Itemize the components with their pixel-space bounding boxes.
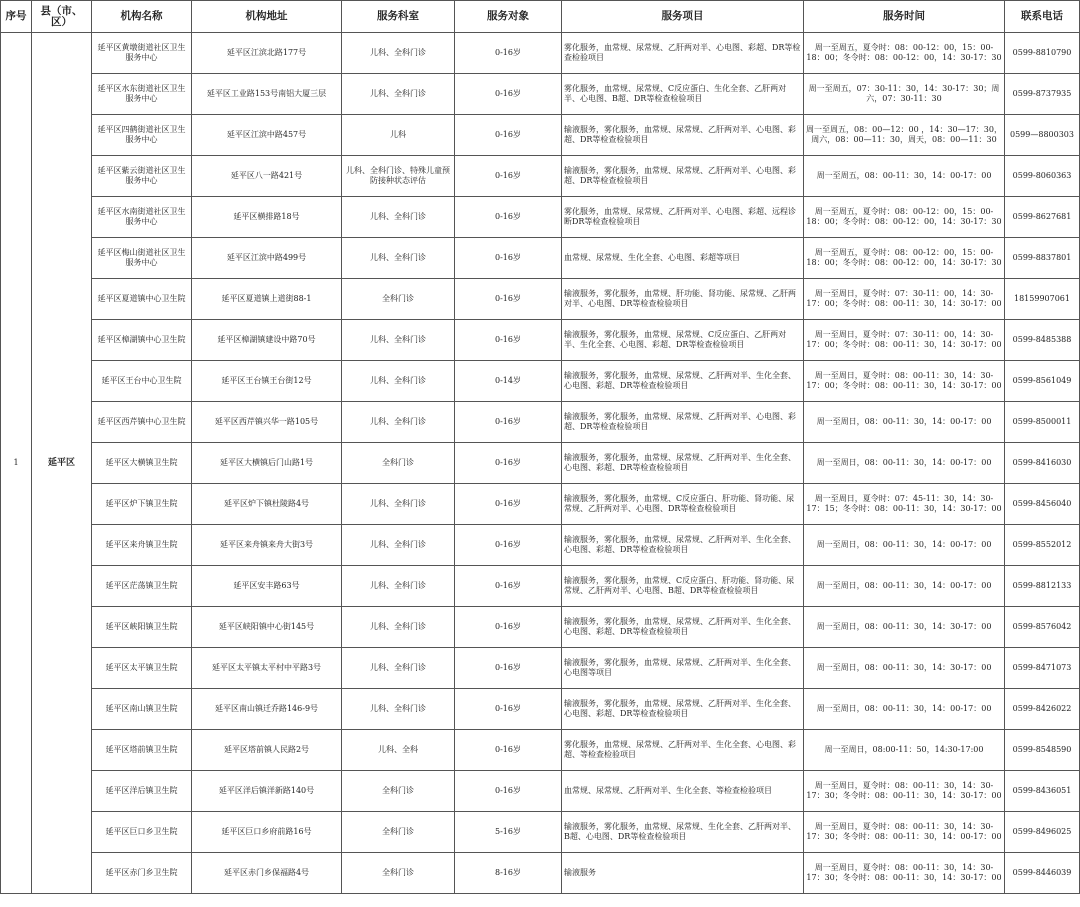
cell-name: 延平区紫云街道社区卫生服务中心 bbox=[92, 156, 192, 197]
cell-hours: 周一至周五，08：00-11：30，14：00-17：00 bbox=[804, 156, 1005, 197]
cell-target: 0-16岁 bbox=[455, 115, 562, 156]
cell-address: 延平区夏道镇上道街88-1 bbox=[192, 279, 342, 320]
cell-phone: 0599-8446039 bbox=[1005, 853, 1080, 894]
cell-items: 输液服务，雾化服务，血常规、尿常规、乙肝两对半、心电图、彩超、DR等检查检验项目 bbox=[562, 115, 804, 156]
table-row bbox=[1, 771, 1080, 812]
cell-address: 延平区江滨中路457号 bbox=[192, 115, 342, 156]
cell-department: 儿科、全科 bbox=[342, 730, 455, 771]
cell-address: 延平区西芹镇兴华一路105号 bbox=[192, 402, 342, 443]
table-row bbox=[1, 33, 1080, 74]
cell-department: 儿科、全科门诊 bbox=[342, 197, 455, 238]
cell-department: 儿科、全科门诊 bbox=[342, 484, 455, 525]
cell-department: 儿科、全科门诊 bbox=[342, 361, 455, 402]
cell-target: 0-16岁 bbox=[455, 279, 562, 320]
cell-name: 延平区夏道镇中心卫生院 bbox=[92, 279, 192, 320]
header-hours: 服务时间 bbox=[804, 1, 1005, 33]
cell-target: 0-16岁 bbox=[455, 33, 562, 74]
cell-name: 延平区巨口乡卫生院 bbox=[92, 812, 192, 853]
cell-department: 儿科、全科门诊 bbox=[342, 238, 455, 279]
cell-items: 输液服务，雾化服务，血常规、C反应蛋白、肝功能、肾功能、尿常规、乙肝两对半、心电图、DR等检查检验项目 bbox=[562, 484, 804, 525]
cell-items: 输液服务，雾化服务，血常规、尿常规、乙肝两对半、生化全套、心电图等项目 bbox=[562, 648, 804, 689]
cell-name: 延平区炉下镇卫生院 bbox=[92, 484, 192, 525]
cell-phone: 0599-8496025 bbox=[1005, 812, 1080, 853]
cell-phone: 0599-8548590 bbox=[1005, 730, 1080, 771]
table-row bbox=[1, 156, 1080, 197]
cell-name: 延平区南山镇卫生院 bbox=[92, 689, 192, 730]
cell-items: 雾化服务，血常规、尿常规、乙肝两对半、心电图、彩超、DR等检查检验项目 bbox=[562, 33, 804, 74]
cell-hours: 周一至周日，夏令时：08：00-11：30，14：30-17：30；冬令时：08：00-11：30，14：30-17：00 bbox=[804, 771, 1005, 812]
cell-name: 延平区王台中心卫生院 bbox=[92, 361, 192, 402]
cell-name: 延平区洋后镇卫生院 bbox=[92, 771, 192, 812]
cell-address: 延平区江滨中路499号 bbox=[192, 238, 342, 279]
cell-address: 延平区横排路18号 bbox=[192, 197, 342, 238]
cell-department: 儿科 bbox=[342, 115, 455, 156]
group-index: 1 bbox=[1, 33, 32, 894]
cell-target: 0-16岁 bbox=[455, 566, 562, 607]
table-row bbox=[1, 525, 1080, 566]
cell-hours: 周一至周五，夏令时：08：00-12：00，15：00-18：00；冬令时：08：00-12：00，14：30-17：30 bbox=[804, 197, 1005, 238]
cell-items: 输液服务，雾化服务，血常规、肝功能、肾功能、尿常规、乙肝两对半、心电图、DR等检查检验项目 bbox=[562, 279, 804, 320]
cell-name: 延平区四鹤街道社区卫生服务中心 bbox=[92, 115, 192, 156]
cell-target: 0-16岁 bbox=[455, 648, 562, 689]
cell-items: 输液服务 bbox=[562, 853, 804, 894]
cell-hours: 周一至周日，夏令时：08：00-11：30，14：30-17：30；冬令时：08：00-11：30，14：00-17：00 bbox=[804, 812, 1005, 853]
cell-name: 延平区梅山街道社区卫生服务中心 bbox=[92, 238, 192, 279]
table-row bbox=[1, 115, 1080, 156]
cell-name: 延平区西芹镇中心卫生院 bbox=[92, 402, 192, 443]
cell-address: 延平区炉下镇杜陵路4号 bbox=[192, 484, 342, 525]
cell-department: 儿科、全科门诊 bbox=[342, 607, 455, 648]
group-county: 延平区 bbox=[32, 33, 92, 894]
cell-phone: 0599-8561049 bbox=[1005, 361, 1080, 402]
cell-name: 延平区赤门乡卫生院 bbox=[92, 853, 192, 894]
cell-target: 0-16岁 bbox=[455, 74, 562, 115]
cell-target: 0-16岁 bbox=[455, 402, 562, 443]
table-row bbox=[1, 443, 1080, 484]
table-row bbox=[1, 689, 1080, 730]
header-row bbox=[1, 1, 1080, 33]
cell-target: 0-16岁 bbox=[455, 156, 562, 197]
cell-phone: 0599-8471073 bbox=[1005, 648, 1080, 689]
cell-name: 延平区樟湖镇中心卫生院 bbox=[92, 320, 192, 361]
cell-address: 延平区塔前镇人民路2号 bbox=[192, 730, 342, 771]
cell-items: 血常规、尿常规、乙肝两对半、生化全套、等检查检验项目 bbox=[562, 771, 804, 812]
cell-department: 儿科、全科门诊 bbox=[342, 648, 455, 689]
cell-address: 延平区巨口乡府前路16号 bbox=[192, 812, 342, 853]
cell-name: 延平区来舟镇卫生院 bbox=[92, 525, 192, 566]
cell-department: 儿科、全科门诊 bbox=[342, 566, 455, 607]
cell-name: 延平区茫荡镇卫生院 bbox=[92, 566, 192, 607]
cell-hours: 周一至周日，08：00-11：30，14：00-17：00 bbox=[804, 566, 1005, 607]
cell-address: 延平区安丰路63号 bbox=[192, 566, 342, 607]
cell-hours: 周一至周日，夏令时：07：30-11：00，14：30-17：00；冬令时：08：00-11：30，14：30-17：00 bbox=[804, 279, 1005, 320]
cell-phone: 0599-8810790 bbox=[1005, 33, 1080, 74]
table-row bbox=[1, 853, 1080, 894]
cell-items: 输液服务，雾化服务，血常规、C反应蛋白、肝功能、肾功能、尿常规、乙肝两对半、心电图、B超、DR等检查检验项目 bbox=[562, 566, 804, 607]
cell-name: 延平区水南街道社区卫生服务中心 bbox=[92, 197, 192, 238]
cell-items: 输液服务，雾化服务，血常规、尿常规、乙肝两对半、生化全套、心电图、彩超、DR等检查检验项目 bbox=[562, 361, 804, 402]
cell-phone: 18159907061 bbox=[1005, 279, 1080, 320]
cell-target: 0-16岁 bbox=[455, 443, 562, 484]
table-row bbox=[1, 361, 1080, 402]
cell-items: 雾化服务，血常规、尿常规、C反应蛋白、生化全套、乙肝两对半、心电图、B超、DR等检查检验项目 bbox=[562, 74, 804, 115]
cell-department: 全科门诊 bbox=[342, 771, 455, 812]
cell-phone: 0599-8426022 bbox=[1005, 689, 1080, 730]
table-row bbox=[1, 730, 1080, 771]
table-row bbox=[1, 484, 1080, 525]
cell-items: 输液服务，雾化服务，血常规、尿常规、生化全套、乙肝两对半、B超、心电图、DR等检查检验项目 bbox=[562, 812, 804, 853]
cell-phone: 0599-8500011 bbox=[1005, 402, 1080, 443]
cell-items: 输液服务，雾化服务，血常规、尿常规、乙肝两对半、生化全套、心电图、彩超、DR等检查检验项目 bbox=[562, 607, 804, 648]
cell-items: 输液服务，雾化服务，血常规、尿常规、乙肝两对半、生化全套、心电图、彩超、DR等检查检验项目 bbox=[562, 689, 804, 730]
cell-department: 儿科、全科门诊 bbox=[342, 320, 455, 361]
cell-hours: 周一至周日，夏令时：07：30-11：00，14：30-17：00；冬令时：08：00-11：30，14：30-17：00 bbox=[804, 320, 1005, 361]
table-row bbox=[1, 279, 1080, 320]
cell-target: 0-16岁 bbox=[455, 238, 562, 279]
table-row bbox=[1, 607, 1080, 648]
cell-address: 延平区洋后镇洋新路140号 bbox=[192, 771, 342, 812]
cell-hours: 周一至周日，08：00-11：30，14：30-17：00 bbox=[804, 648, 1005, 689]
cell-target: 0-16岁 bbox=[455, 771, 562, 812]
cell-department: 儿科、全科门诊 bbox=[342, 525, 455, 566]
table-row bbox=[1, 320, 1080, 361]
cell-department: 儿科、全科门诊 bbox=[342, 402, 455, 443]
header-target: 服务对象 bbox=[455, 1, 562, 33]
cell-phone: 0599-8416030 bbox=[1005, 443, 1080, 484]
cell-name: 延平区水东街道社区卫生服务中心 bbox=[92, 74, 192, 115]
cell-target: 8-16岁 bbox=[455, 853, 562, 894]
cell-hours: 周一至周日，08:00-11：50，14:30-17:00 bbox=[804, 730, 1005, 771]
cell-name: 延平区大横镇卫生院 bbox=[92, 443, 192, 484]
cell-target: 0-16岁 bbox=[455, 484, 562, 525]
cell-items: 输液服务，雾化服务，血常规、尿常规、乙肝两对半、生化全套、心电图、彩超、DR等检查检验项目 bbox=[562, 525, 804, 566]
cell-address: 延平区峡阳镇中心街145号 bbox=[192, 607, 342, 648]
cell-hours: 周一至周日，夏令时：08：00-11：30，14：30-17：30；冬令时：08：00-11：30，14：30-17：00 bbox=[804, 853, 1005, 894]
header-address: 机构地址 bbox=[192, 1, 342, 33]
cell-items: 输液服务，雾化服务，血常规、尿常规、乙肝两对半、心电图、彩超、DR等检查检验项目 bbox=[562, 156, 804, 197]
cell-target: 0-16岁 bbox=[455, 525, 562, 566]
cell-phone: 0599-8436051 bbox=[1005, 771, 1080, 812]
cell-phone: 0599-8456040 bbox=[1005, 484, 1080, 525]
table-row bbox=[1, 402, 1080, 443]
cell-items: 血常规、尿常规、生化全套、心电图、彩超等项目 bbox=[562, 238, 804, 279]
cell-phone: 0599-8837801 bbox=[1005, 238, 1080, 279]
table-row bbox=[1, 238, 1080, 279]
cell-department: 儿科、全科门诊、特殊儿童预防接种状态评估 bbox=[342, 156, 455, 197]
cell-address: 延平区大横镇后门山路1号 bbox=[192, 443, 342, 484]
cell-phone: 0599-8485388 bbox=[1005, 320, 1080, 361]
cell-department: 儿科、全科门诊 bbox=[342, 689, 455, 730]
cell-hours: 周一至周日，夏令时：07：45-11：30，14：30-17：15；冬令时：08：00-11：30，14：30-17：00 bbox=[804, 484, 1005, 525]
cell-hours: 周一至周日，08：00-11：30，14：30-17：00 bbox=[804, 607, 1005, 648]
cell-department: 儿科、全科门诊 bbox=[342, 33, 455, 74]
header-name: 机构名称 bbox=[92, 1, 192, 33]
cell-address: 延平区赤门乡保福路4号 bbox=[192, 853, 342, 894]
cell-target: 0-14岁 bbox=[455, 361, 562, 402]
cell-name: 延平区黄墩街道社区卫生服务中心 bbox=[92, 33, 192, 74]
cell-department: 全科门诊 bbox=[342, 812, 455, 853]
cell-department: 全科门诊 bbox=[342, 853, 455, 894]
table-row bbox=[1, 812, 1080, 853]
cell-address: 延平区南山镇迁乔路146-9号 bbox=[192, 689, 342, 730]
cell-hours: 周一至周五，夏令时：08：00-12：00，15：00-18：00；冬令时：08：00-12：00，14：30-17：30 bbox=[804, 238, 1005, 279]
table-row bbox=[1, 197, 1080, 238]
cell-phone: 0599-8737935 bbox=[1005, 74, 1080, 115]
cell-target: 0-16岁 bbox=[455, 689, 562, 730]
cell-items: 输液服务，雾化服务，血常规、尿常规、乙肝两对半、生化全套、心电图、彩超、DR等检查检验项目 bbox=[562, 443, 804, 484]
header-items: 服务项目 bbox=[562, 1, 804, 33]
header-phone: 联系电话 bbox=[1005, 1, 1080, 33]
cell-items: 雾化服务，血常规、尿常规、乙肝两对半、生化全套、心电图、彩超、等检查检验项目 bbox=[562, 730, 804, 771]
cell-phone: 0599-8552012 bbox=[1005, 525, 1080, 566]
cell-address: 延平区八一路421号 bbox=[192, 156, 342, 197]
cell-name: 延平区塔前镇卫生院 bbox=[92, 730, 192, 771]
cell-hours: 周一至周五，夏令时：08：00-12：00，15：00-18：00；冬令时：08：00-12：00，14：30-17：30 bbox=[804, 33, 1005, 74]
cell-address: 延平区工业路153号南铝大厦三层 bbox=[192, 74, 342, 115]
cell-hours: 周一至周日，08：00-11：30，14：00-17：00 bbox=[804, 525, 1005, 566]
cell-phone: 0599—8800303 bbox=[1005, 115, 1080, 156]
cell-phone: 0599-8627681 bbox=[1005, 197, 1080, 238]
cell-address: 延平区王台镇王台街12号 bbox=[192, 361, 342, 402]
header-department: 服务科室 bbox=[342, 1, 455, 33]
cell-hours: 周一至周五，08：00—12：00 ，14：30—17：30，周六，08：00—11：30，周天，08：00—11：30 bbox=[804, 115, 1005, 156]
cell-items: 输液服务，雾化服务，血常规、尿常规、乙肝两对半、心电图、彩超、DR等检查检验项目 bbox=[562, 402, 804, 443]
cell-target: 0-16岁 bbox=[455, 320, 562, 361]
cell-hours: 周一至周日，夏令时：08：00-11：30，14：30-17：00；冬令时：08：00-11：30，14：30-17：00 bbox=[804, 361, 1005, 402]
cell-items: 输液服务，雾化服务，血常规、尿常规、C反应蛋白、乙肝两对半、生化全套、心电图、彩超、DR等检查检验项目 bbox=[562, 320, 804, 361]
cell-name: 延平区太平镇卫生院 bbox=[92, 648, 192, 689]
table-body bbox=[1, 33, 1080, 894]
cell-hours: 周一至周日，08：00-11：30，14：00-17：00 bbox=[804, 402, 1005, 443]
cell-department: 全科门诊 bbox=[342, 443, 455, 484]
cell-address: 延平区来舟镇来舟大街3号 bbox=[192, 525, 342, 566]
cell-hours: 周一至周日，08：00-11：30，14：00-17：00 bbox=[804, 443, 1005, 484]
header-county: 县（市、区） bbox=[32, 1, 92, 33]
cell-target: 0-16岁 bbox=[455, 607, 562, 648]
cell-address: 延平区樟湖镇建设中路70号 bbox=[192, 320, 342, 361]
table-row bbox=[1, 566, 1080, 607]
cell-department: 儿科、全科门诊 bbox=[342, 74, 455, 115]
cell-hours: 周一至周五，07：30-11：30，14：30-17：30；周六，07：30-11：30 bbox=[804, 74, 1005, 115]
table-row bbox=[1, 74, 1080, 115]
cell-target: 0-16岁 bbox=[455, 730, 562, 771]
cell-target: 5-16岁 bbox=[455, 812, 562, 853]
cell-address: 延平区太平镇太平村中平路3号 bbox=[192, 648, 342, 689]
header-index: 序号 bbox=[1, 1, 32, 33]
cell-items: 雾化服务，血常规、尿常规、乙肝两对半、心电图、彩超、远程诊断DR等检查检验项目 bbox=[562, 197, 804, 238]
cell-phone: 0599-8060363 bbox=[1005, 156, 1080, 197]
cell-phone: 0599-8812133 bbox=[1005, 566, 1080, 607]
cell-department: 全科门诊 bbox=[342, 279, 455, 320]
cell-phone: 0599-8576042 bbox=[1005, 607, 1080, 648]
table-row bbox=[1, 648, 1080, 689]
cell-address: 延平区江滨北路177号 bbox=[192, 33, 342, 74]
cell-hours: 周一至周日，08：00-11：30，14：00-17：00 bbox=[804, 689, 1005, 730]
cell-target: 0-16岁 bbox=[455, 197, 562, 238]
cell-name: 延平区峡阳镇卫生院 bbox=[92, 607, 192, 648]
